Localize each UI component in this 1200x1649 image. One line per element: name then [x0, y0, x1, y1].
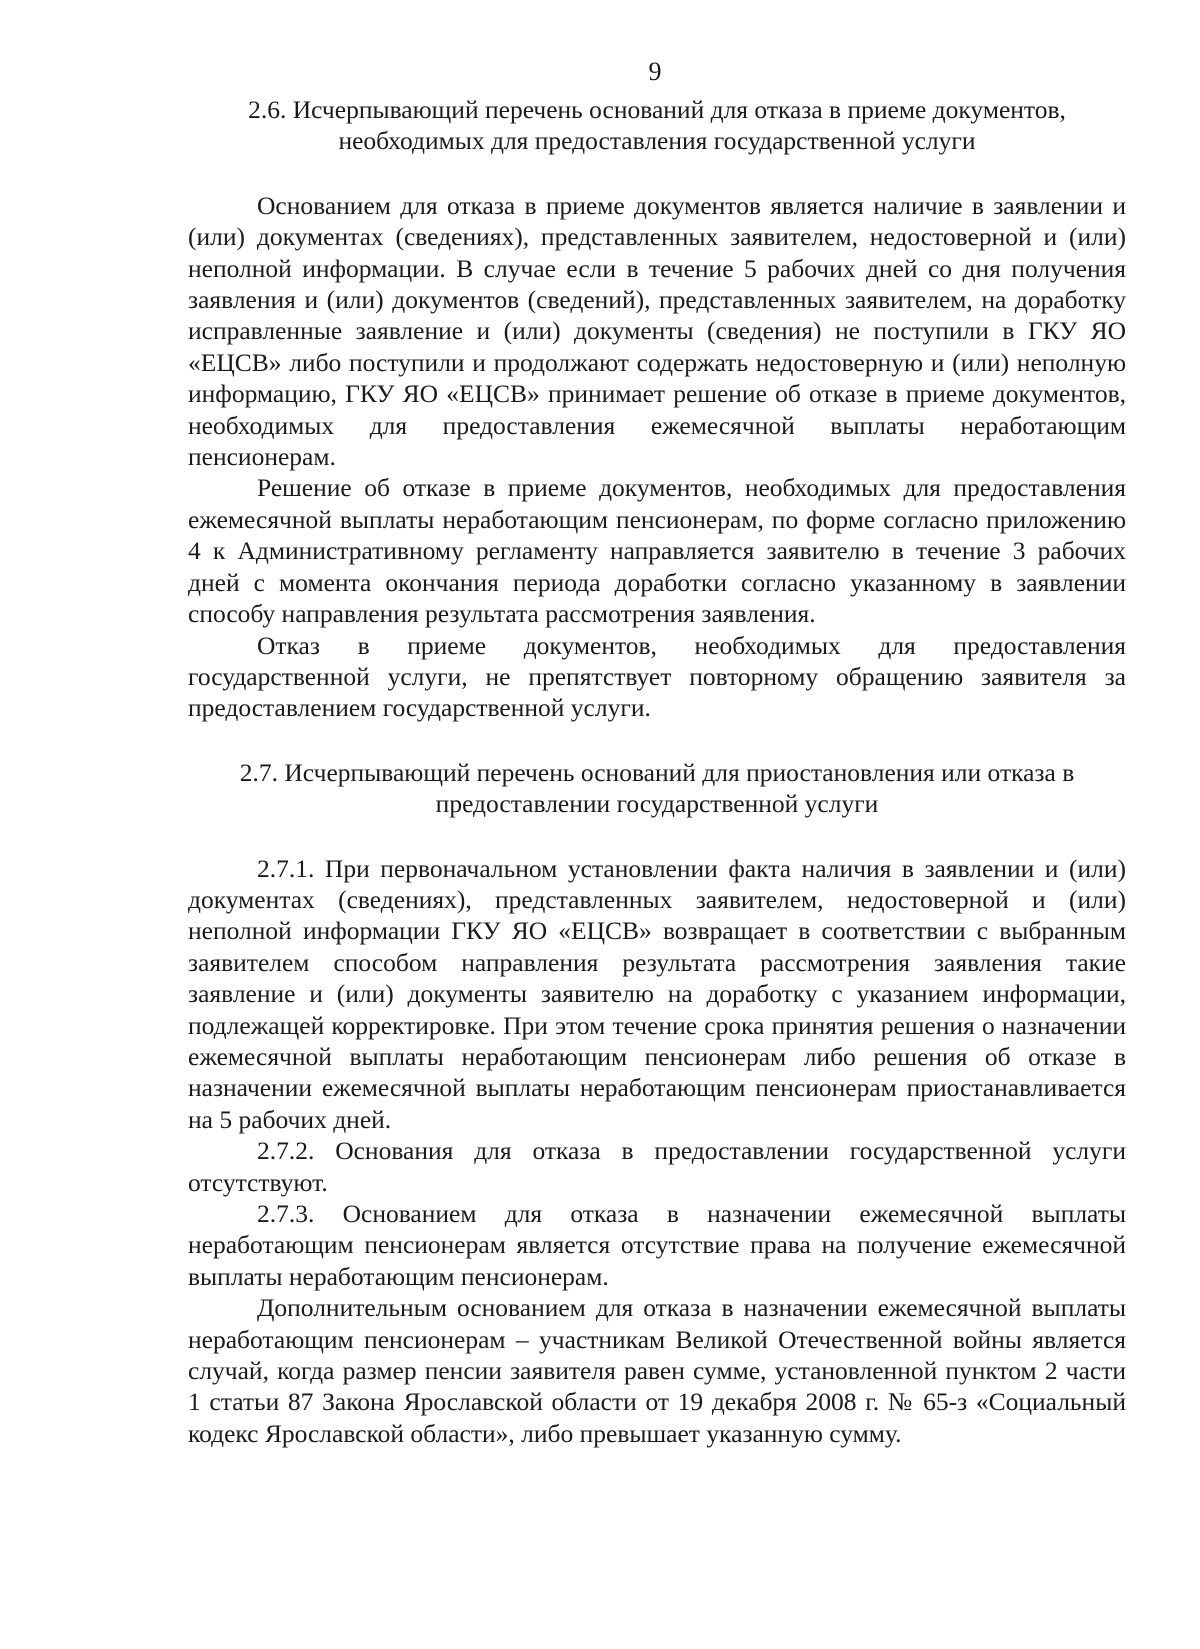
paragraph: 2.7.3. Основанием для отказа в назначении ежемесячной выплаты неработающим пенсионерам является отсутствие права на получение ежемесячной выплаты неработающим пенсионерам.	[188, 1199, 1126, 1291]
document-body	[188, 94, 1126, 1449]
section-heading: 2.6. Исчерпывающий перечень оснований для отказа в приеме документов, необходимых для предоставления государственной услуги	[248, 95, 1066, 156]
section-2-7	[188, 757, 1126, 1450]
section-heading: 2.7. Исчерпывающий перечень оснований для приостановления или отказа в предоставлении государственной услуги	[239, 757, 1075, 819]
paragraph: 2.7.1. При первоначальном установлении факта наличия в заявлении и (или) документах (сведениях), представленных заявителем, недостоверной и (или) неполной информации ГКУ ЯО «ЕЦСВ» возвращает в соответствии с выбранным заявителем способом направления результата рассмотрения заявления такие заявление и (или) документы заявителю на доработку с указанием информации, подлежащей корректировке. При этом течение срока принятия решения о назначении ежемесячной выплаты неработающим пенсионерам либо решения об отказе в назначении ежемесячной выплаты неработающим пенсионерам приостанавливается на 5 рабочих дней.	[188, 853, 1126, 1134]
page-number: 9	[648, 57, 662, 86]
paragraph: Решение об отказе в приеме документов, необходимых для предоставления ежемесячной выплаты неработающим пенсионерам, по форме согласно приложению 4 к Административному регламенту направляется заявителю в течение 3 рабочих дней с момента окончания периода доработки согласно указанному в заявлении способу направления результата рассмотрения заявления.	[188, 473, 1126, 629]
paragraph: Основанием для отказа в приеме документов является наличие в заявлении и (или) документах (сведениях), представленных заявителем, недостоверной и (или) неполной информации. В случае если в течение 5 рабочих дней со дня получения заявления и (или) документов (сведений), представленных заявителем, на доработку исправленные заявление и (или) документы (сведения) не поступили в ГКУ ЯО «ЕЦСВ» либо поступили и продолжают содержать недостоверную и (или) неполную информацию, ГКУ ЯО «ЕЦСВ» принимает решение об отказе в приеме документов, необходимых для предоставления ежемесячной выплаты неработающим пенсионерам.	[188, 190, 1126, 472]
section-2-6	[188, 94, 1126, 724]
paragraph: 2.7.2. Основания для отказа в предоставлении государственной услуги отсутствуют.	[188, 1136, 1126, 1197]
paragraph: Дополнительным основанием для отказа в назначении ежемесячной выплаты неработающим пенсионерам – участникам Великой Отечественной войны является случай, когда размер пенсии заявителя равен сумме, установленной пунктом 2 части 1 статьи 87 Закона Ярославской области от 19 декабря 2008 г. № 65-з «Социальный кодекс Ярославской области», либо превышает указанную сумму.	[188, 1293, 1126, 1448]
paragraph: Отказ в приеме документов, необходимых для предоставления государственной услуги, не препятствует повторному обращению заявителя за предоставлением государственной услуги.	[188, 630, 1126, 723]
